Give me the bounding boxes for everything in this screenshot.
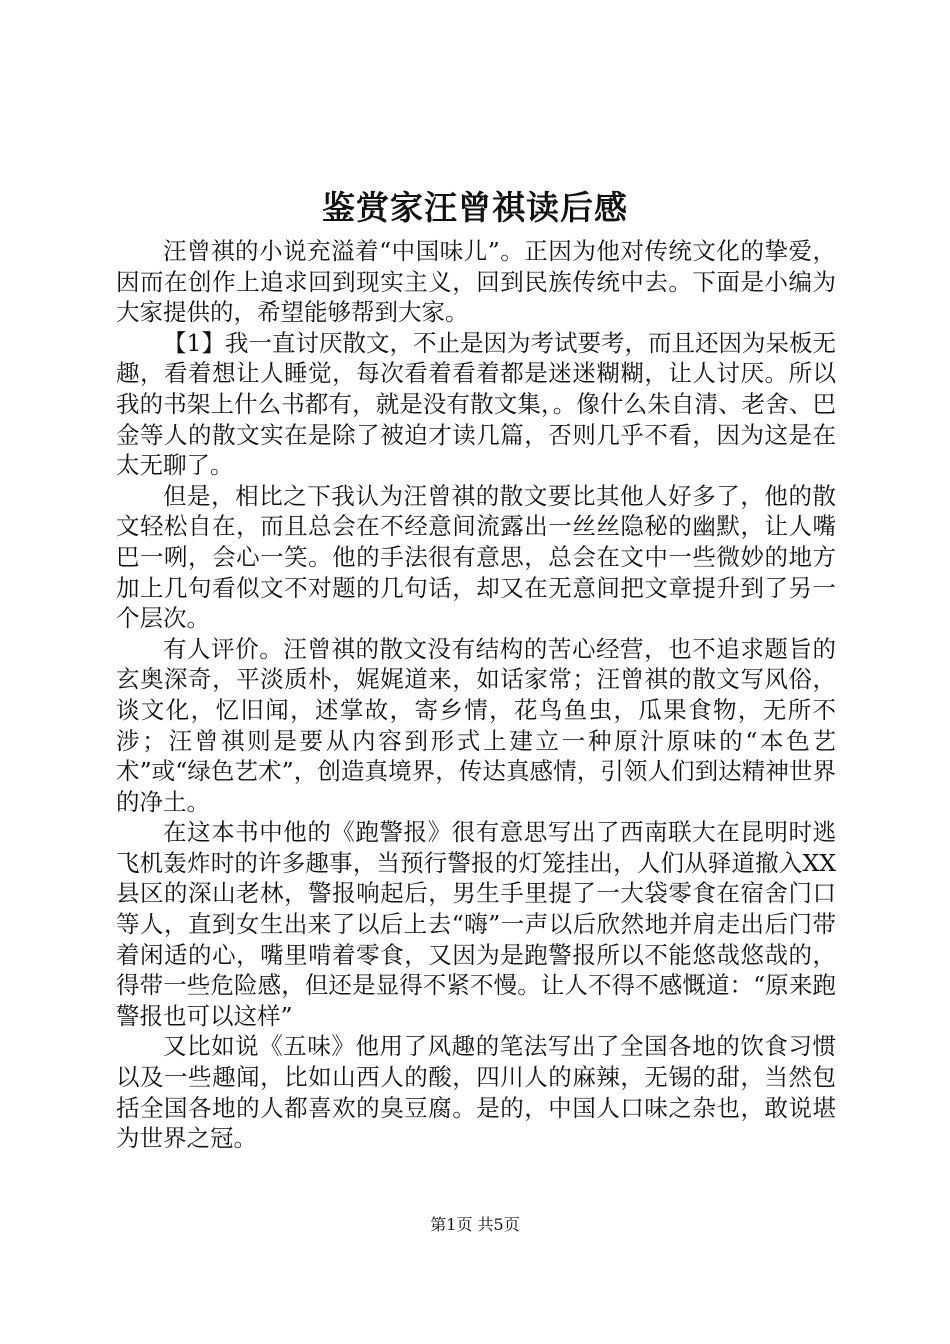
document-title: 鉴赏家汪曾祺读后感 <box>322 188 628 227</box>
paragraph-3: 有人评价。汪曾祺的散文没有结构的苦心经营，也不追求题旨的玄奥深奇，平淡质朴，娓娓道来，如话家常；汪曾祺的散文写风俗，谈文化，忆旧闻，述掌故，寄乡情，花鸟鱼虫，瓜果食物，无所不涉；汪曾祺则是要从内容到形式上建立一种原汁原味的“本色艺术”或“绿色艺术”，创造真境界，传达真感情，引领人们到达精神世界的净土。 <box>116 634 836 816</box>
paragraph-5: 又比如说《五味》他用了风趣的笔法写出了全国各地的饮食习惯以及一些趣闻，比如山西人的酸，四川人的麻辣，无锡的甜，当然包括全国各地的人都喜欢的臭豆腐。是的，中国人口味之杂也，敢说堪为世界之冠。 <box>116 1032 836 1153</box>
page-number-footer: 第1页 共5页 <box>430 1215 520 1234</box>
paragraph-4: 在这本书中他的《跑警报》很有意思写出了西南联大在昆明时逃飞机轰炸时的许多趣事，当预行警报的灯笼挂出，人们从驿道撤入XX县区的深山老林，警报响起后，男生手里提了一大袋零食在宿舍门口等人，直到女生出来了以后上去“嗨”一声以后欣然地并肩走出后门带着闲适的心，嘴里啃着零食，又因为是跑警报所以不能悠哉悠哉的，得带一些危险感，但还是显得不紧不慢。让人不得不感慨道：“原来跑警报也可以这样” <box>116 818 836 1030</box>
paragraph-intro: 汪曾祺的小说充溢着“中国味儿”。正因为他对传统文化的挚爱，因而在创作上追求回到现实主义，回到民族传统中去。下面是小编为大家提供的，希望能够帮到大家。 <box>116 237 836 327</box>
document-body <box>116 236 836 1154</box>
paragraph-2: 但是，相比之下我认为汪曾祺的散文要比其他人好多了，他的散文轻松自在，而且总会在不经意间流露出一丝丝隐秘的幽默，让人嘴巴一咧，会心一笑。他的手法很有意思，总会在文中一些微妙的地方加上几句看似文不对题的几句话，却又在无意间把文章提升到了另一个层次。 <box>116 481 836 633</box>
paragraph-1: 【1】我一直讨厌散文，不止是因为考试要考，而且还因为呆板无趣，看着想让人睡觉，每次看着看着都是迷迷糊糊，让人讨厌。所以我的书架上什么书都有，就是没有散文集，。像什么朱自清、老舍、巴金等人的散文实在是除了被迫才读几篇，否则几乎不看，因为这是在太无聊了。 <box>116 328 836 480</box>
